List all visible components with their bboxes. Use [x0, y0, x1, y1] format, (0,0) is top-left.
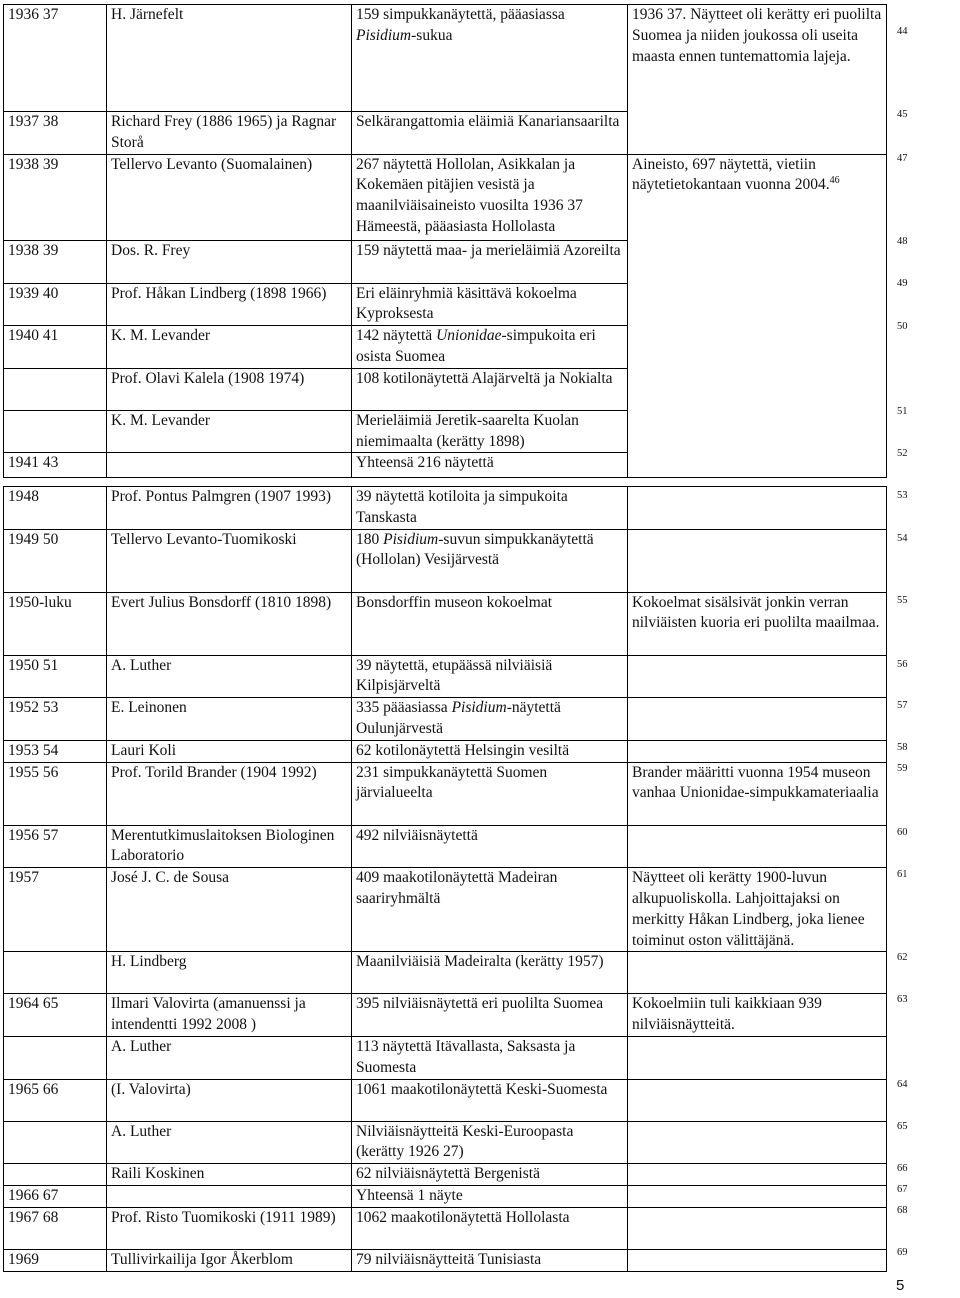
- person-cell: A. Luther: [107, 1036, 352, 1079]
- footnote-marker: 65: [897, 1121, 908, 1132]
- year-cell: 1948: [4, 487, 107, 530]
- footnote-marker: 49: [897, 278, 908, 289]
- person-cell: H. Järnefelt: [107, 5, 352, 112]
- footnote-marker: 47: [897, 153, 908, 164]
- description-cell: 79 nilviäisnäytteitä Tunisiasta: [352, 1249, 628, 1271]
- notes-cell: [628, 1207, 887, 1249]
- table-row: [4, 952, 887, 994]
- footnote-marker: 67: [897, 1184, 908, 1195]
- notes-cell: [628, 487, 887, 530]
- description-cell: 409 maakotilonäytettä Madeiran saariryhmältä: [352, 868, 628, 952]
- notes-cell: [628, 655, 887, 698]
- year-cell: 1953 54: [4, 740, 107, 762]
- person-cell: Richard Frey (1886 1965) ja Ragnar Storå: [107, 112, 352, 155]
- year-cell: 1940 41: [4, 326, 107, 369]
- page-number: 5: [896, 1277, 905, 1294]
- description-cell: Selkärangattomia eläimiä Kanariansaarilta: [352, 112, 628, 155]
- description-cell: 62 kotilonäytettä Helsingin vesiltä: [352, 740, 628, 762]
- footnote-marker: 53: [897, 490, 908, 501]
- description-cell: 142 näytettä Unionidae-simpukoita eri osista Suomea: [352, 326, 628, 369]
- person-cell: K. M. Levander: [107, 326, 352, 369]
- description-cell: 39 näytettä kotiloita ja simpukoita Tanskasta: [352, 487, 628, 530]
- person-cell: Evert Julius Bonsdorff (1810 1898): [107, 592, 352, 655]
- description-cell: Maanilviäisiä Madeiralta (kerätty 1957): [352, 952, 628, 994]
- table-row: [4, 762, 887, 825]
- notes-cell: Brander määritti vuonna 1954 museon vanhaa Unionidae-simpukkamateriaalia: [628, 762, 887, 825]
- description-cell: 395 nilviäisnäytettä eri puolilta Suomea: [352, 994, 628, 1037]
- person-cell: A. Luther: [107, 655, 352, 698]
- person-cell: Tullivirkailija Igor Åkerblom: [107, 1249, 352, 1271]
- year-cell: 1967 68: [4, 1207, 107, 1249]
- person-cell: Prof. Håkan Lindberg (1898 1966): [107, 283, 352, 326]
- person-cell: Raili Koskinen: [107, 1164, 352, 1186]
- table-row: [4, 825, 887, 868]
- notes-cell: Kokoelmat sisälsivät jonkin verran nilviäisten kuoria eri puolilta maailmaa.: [628, 592, 887, 655]
- year-cell: [4, 1036, 107, 1079]
- person-cell: Lauri Koli: [107, 740, 352, 762]
- table-row: [4, 1207, 887, 1249]
- person-cell: A. Luther: [107, 1121, 352, 1164]
- notes-cell: [628, 825, 887, 868]
- description-cell: 1062 maakotilonäytettä Hollolasta: [352, 1207, 628, 1249]
- person-cell: Prof. Risto Tuomikoski (1911 1989): [107, 1207, 352, 1249]
- footnote-marker: 59: [897, 763, 908, 774]
- year-cell: 1955 56: [4, 762, 107, 825]
- person-cell: [107, 453, 352, 478]
- acquisitions-table-2: [3, 486, 887, 1272]
- person-cell: José J. C. de Sousa: [107, 868, 352, 952]
- year-cell: 1938 39: [4, 154, 107, 240]
- description-cell: 180 Pisidium-suvun simpukkanäytettä (Hollolan) Vesijärvestä: [352, 529, 628, 592]
- footnote-marker: 61: [897, 869, 908, 880]
- year-cell: 1966 67: [4, 1185, 107, 1207]
- description-cell: 1061 maakotilonäytettä Keski-Suomesta: [352, 1079, 628, 1121]
- year-cell: 1957: [4, 868, 107, 952]
- footnote-marker: 57: [897, 700, 908, 711]
- footnote-marker: 54: [897, 533, 908, 544]
- description-cell: 159 simpukkanäytettä, pääasiassa Pisidium-sukua: [352, 5, 628, 112]
- notes-cell: [628, 1121, 887, 1164]
- footnote-marker: 68: [897, 1205, 908, 1216]
- year-cell: [4, 410, 107, 453]
- person-cell: Prof. Olavi Kalela (1908 1974): [107, 368, 352, 410]
- notes-cell: Kokoelmiin tuli kaikkiaan 939 nilviäisnäytteitä.: [628, 994, 887, 1037]
- table-row: [4, 994, 887, 1037]
- footnote-marker: 48: [897, 236, 908, 247]
- footnote-marker: 52: [897, 448, 908, 459]
- person-cell: Prof. Torild Brander (1904 1992): [107, 762, 352, 825]
- year-cell: 1950-luku: [4, 592, 107, 655]
- table-row: [4, 740, 887, 762]
- notes-cell: Aineisto, 697 näytettä, vietiin näytetietokantaan vuonna 2004.46: [628, 154, 887, 478]
- footnote-marker: 45: [897, 109, 908, 120]
- year-cell: 1936 37: [4, 5, 107, 112]
- description-cell: 113 näytettä Itävallasta, Saksasta ja Suomesta: [352, 1036, 628, 1079]
- year-cell: 1969: [4, 1249, 107, 1271]
- person-cell: H. Lindberg: [107, 952, 352, 994]
- table-row: [4, 1036, 887, 1079]
- notes-cell: 1936 37. Näytteet oli kerätty eri puolilta Suomea ja niiden joukossa oli useita maasta ennen tuntemattomia lajeja.: [628, 5, 887, 155]
- year-cell: 1964 65: [4, 994, 107, 1037]
- table-row: [4, 698, 887, 741]
- person-cell: (I. Valovirta): [107, 1079, 352, 1121]
- table-row: [4, 1164, 887, 1186]
- notes-cell: [628, 1249, 887, 1271]
- footnote-marker: 66: [897, 1163, 908, 1174]
- person-cell: Merentutkimuslaitoksen Biologinen Laboratorio: [107, 825, 352, 868]
- person-cell: Tellervo Levanto (Suomalainen): [107, 154, 352, 240]
- year-cell: 1956 57: [4, 825, 107, 868]
- footnote-marker: 62: [897, 952, 908, 963]
- footnote-marker: 60: [897, 827, 908, 838]
- notes-cell: [628, 740, 887, 762]
- footnote-marker: 50: [897, 321, 908, 332]
- footnote-marker: 58: [897, 742, 908, 753]
- description-cell: 159 näytettä maa- ja merieläimiä Azoreilta: [352, 240, 628, 283]
- table-row: [4, 5, 887, 112]
- notes-cell: [628, 952, 887, 994]
- table-row: [4, 592, 887, 655]
- notes-cell: [628, 1079, 887, 1121]
- year-cell: [4, 368, 107, 410]
- description-cell: 39 näytettä, etupäässä nilviäisiä Kilpisjärveltä: [352, 655, 628, 698]
- person-cell: K. M. Levander: [107, 410, 352, 453]
- table-row: [4, 1249, 887, 1271]
- year-cell: 1952 53: [4, 698, 107, 741]
- person-cell: Prof. Pontus Palmgren (1907 1993): [107, 487, 352, 530]
- person-cell: Tellervo Levanto-Tuomikoski: [107, 529, 352, 592]
- description-cell: Yhteensä 216 näytettä: [352, 453, 628, 478]
- person-cell: [107, 1185, 352, 1207]
- footnote-marker: 44: [897, 26, 908, 37]
- table-row: [4, 868, 887, 952]
- table-row: [4, 1185, 887, 1207]
- table-row: [4, 154, 887, 240]
- notes-cell: [628, 1185, 887, 1207]
- notes-cell: [628, 698, 887, 741]
- footnote-marker: 64: [897, 1079, 908, 1090]
- acquisitions-table-1: [3, 4, 887, 478]
- person-cell: Dos. R. Frey: [107, 240, 352, 283]
- year-cell: 1937 38: [4, 112, 107, 155]
- year-cell: 1965 66: [4, 1079, 107, 1121]
- year-cell: [4, 952, 107, 994]
- description-cell: 62 nilviäisnäytettä Bergenistä: [352, 1164, 628, 1186]
- year-cell: [4, 1164, 107, 1186]
- year-cell: 1941 43: [4, 453, 107, 478]
- notes-cell: Näytteet oli kerätty 1900-luvun alkupuoliskolla. Lahjoittajaksi on merkitty Håkan Lindberg, joka lienee toiminut oston välittäjänä.: [628, 868, 887, 952]
- description-cell: Nilviäisnäytteitä Keski-Euroopasta (kerätty 1926 27): [352, 1121, 628, 1164]
- description-cell: 267 näytettä Hollolan, Asikkalan ja Kokemäen pitäjien vesistä ja maanilviäisaineisto vuosilta 1936 37 Hämeestä, pääasiasta Hollolasta: [352, 154, 628, 240]
- table-row: [4, 529, 887, 592]
- footnote-marker: 69: [897, 1247, 908, 1258]
- notes-cell: [628, 1036, 887, 1079]
- table-row: [4, 1079, 887, 1121]
- table-row: [4, 1121, 887, 1164]
- footnote-marker: 56: [897, 659, 908, 670]
- description-cell: Yhteensä 1 näyte: [352, 1185, 628, 1207]
- table-row: [4, 655, 887, 698]
- year-cell: [4, 1121, 107, 1164]
- notes-cell: [628, 1164, 887, 1186]
- description-cell: Merieläimiä Jeretik-saarelta Kuolan niemimaalta (kerätty 1898): [352, 410, 628, 453]
- footnote-marker: 51: [897, 406, 908, 417]
- year-cell: 1949 50: [4, 529, 107, 592]
- description-cell: 492 nilviäisnäytettä: [352, 825, 628, 868]
- footnote-marker: 63: [897, 994, 908, 1005]
- person-cell: Ilmari Valovirta (amanuenssi ja intendentti 1992 2008 ): [107, 994, 352, 1037]
- notes-cell: [628, 529, 887, 592]
- description-cell: Bonsdorffin museon kokoelmat: [352, 592, 628, 655]
- description-cell: Eri eläinryhmiä käsittävä kokoelma Kyproksesta: [352, 283, 628, 326]
- description-cell: 231 simpukkanäytettä Suomen järvialueelta: [352, 762, 628, 825]
- year-cell: 1939 40: [4, 283, 107, 326]
- person-cell: E. Leinonen: [107, 698, 352, 741]
- year-cell: 1950 51: [4, 655, 107, 698]
- table-row: [4, 487, 887, 530]
- description-cell: 335 pääasiassa Pisidium-näytettä Oulunjärvestä: [352, 698, 628, 741]
- year-cell: 1938 39: [4, 240, 107, 283]
- description-cell: 108 kotilonäytettä Alajärveltä ja Nokialta: [352, 368, 628, 410]
- footnote-marker: 55: [897, 595, 908, 606]
